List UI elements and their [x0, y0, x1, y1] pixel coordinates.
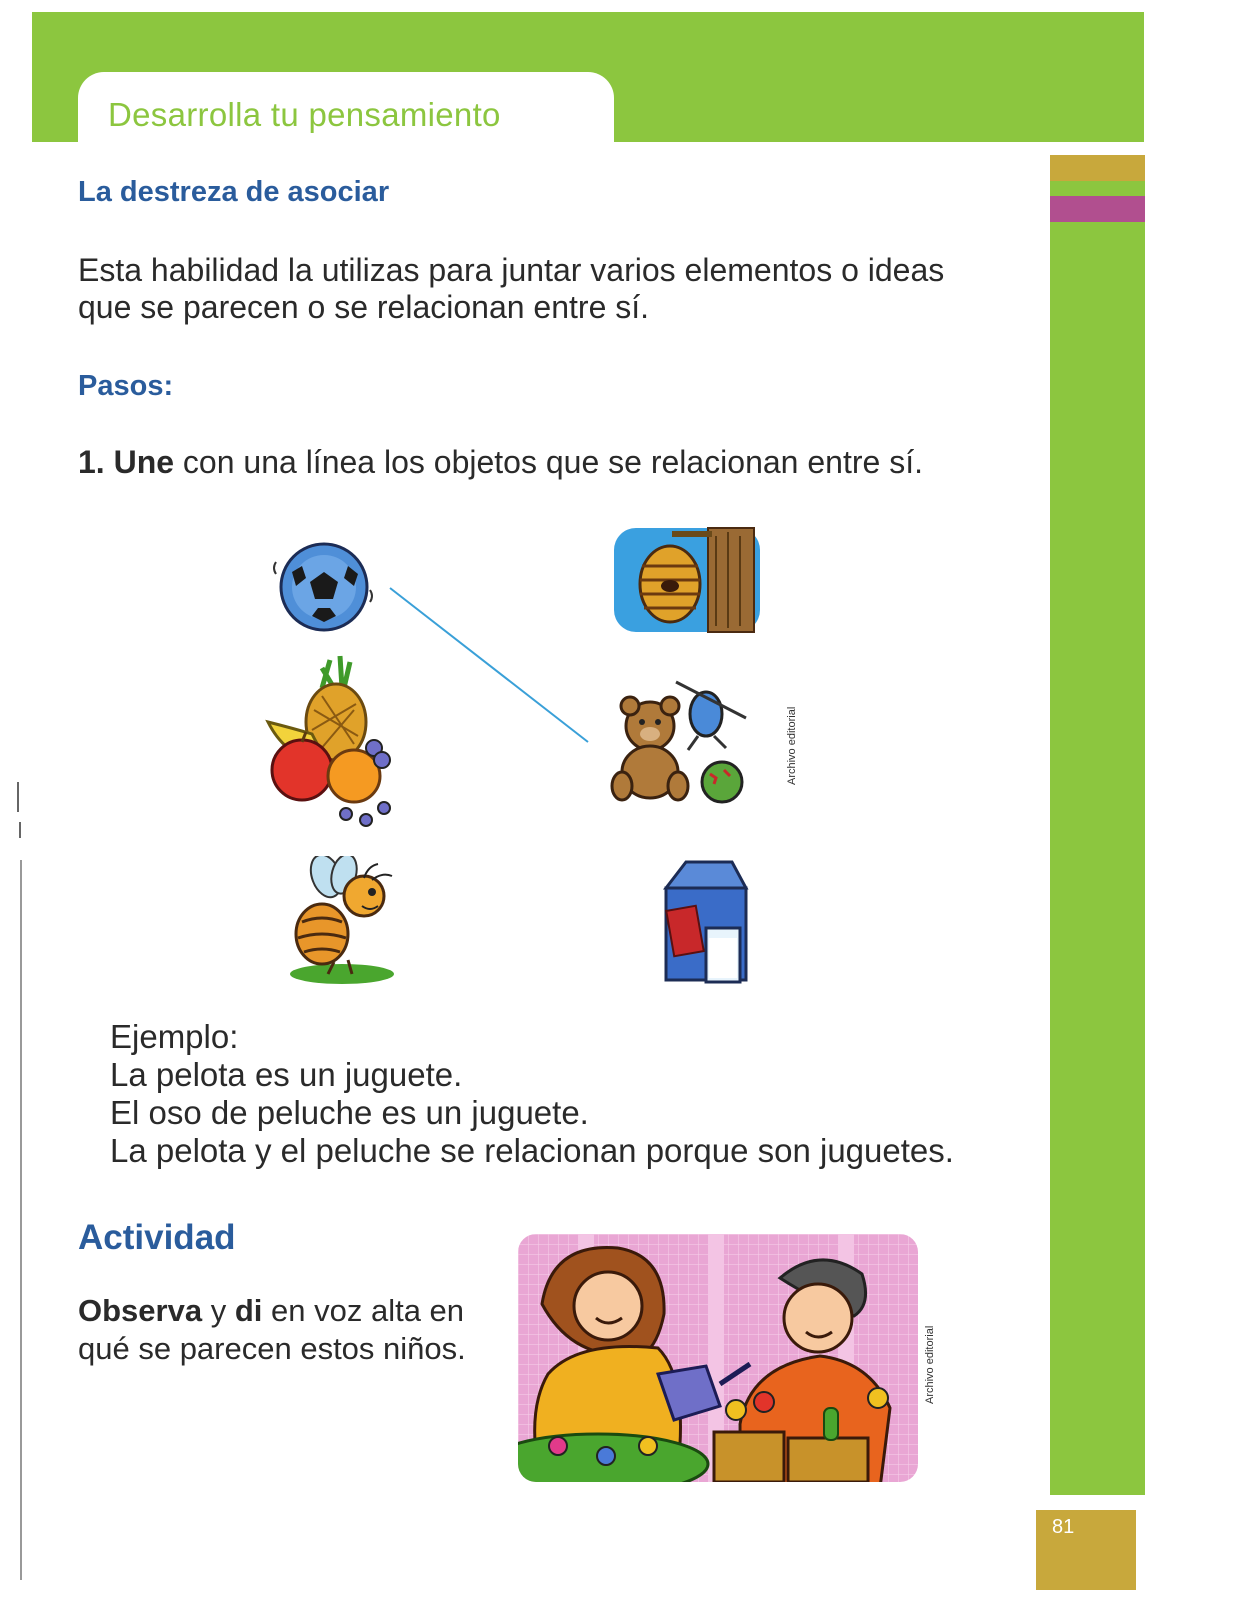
- scan-edge-mark: [19, 822, 21, 838]
- example-line: El oso de peluche es un juguete.: [110, 1094, 589, 1131]
- step-number: 1.: [78, 444, 105, 480]
- side-bar-magenta: [1050, 196, 1145, 222]
- scan-edge-mark: [17, 782, 19, 812]
- activity-verb: Observa: [78, 1293, 203, 1328]
- side-strip: [1050, 155, 1145, 1495]
- step-text: con una línea los objetos que se relacionan entre sí.: [182, 444, 923, 480]
- children-gardening-illustration: [518, 1234, 918, 1482]
- skill-heading: La destreza de asociar: [78, 176, 390, 208]
- toys-icon: [606, 674, 756, 814]
- side-bar-gold: [1050, 155, 1145, 181]
- scan-edge-line: [20, 860, 22, 1580]
- image-credit: Archivo editorial: [924, 1325, 936, 1404]
- soccer-ball-icon: [262, 532, 382, 642]
- fruit-basket-icon: [262, 650, 412, 830]
- steps-heading: Pasos:: [78, 370, 174, 402]
- activity-text-rest: en voz alta en qué se parecen estos niños.: [78, 1293, 466, 1366]
- image-credit: Archivo editorial: [786, 706, 798, 785]
- bee-icon: [282, 856, 412, 991]
- section-title: Desarrolla tu pensamiento: [108, 96, 501, 133]
- beehive-icon: [612, 526, 762, 634]
- example-label: Ejemplo:: [110, 1018, 239, 1055]
- intro-paragraph: Esta habilidad la utilizas para juntar varios elementos o ideas que se parecen o se relacionan entre sí.: [78, 252, 945, 325]
- activity-instruction: [78, 1292, 498, 1368]
- step-1: [78, 444, 923, 481]
- page-number: 81: [1052, 1516, 1075, 1538]
- activity-verb: di: [234, 1293, 263, 1328]
- step-verb: Une: [113, 444, 175, 480]
- activity-heading: Actividad: [78, 1218, 236, 1257]
- example-block: [110, 1018, 954, 1170]
- example-line: La pelota es un juguete.: [110, 1056, 463, 1093]
- page-number-box: [1036, 1510, 1136, 1590]
- example-line: La pelota y el peluche se relacionan porque son juguetes.: [110, 1132, 954, 1169]
- milk-carton-icon: [656, 858, 756, 988]
- activity-connector: y: [210, 1293, 227, 1328]
